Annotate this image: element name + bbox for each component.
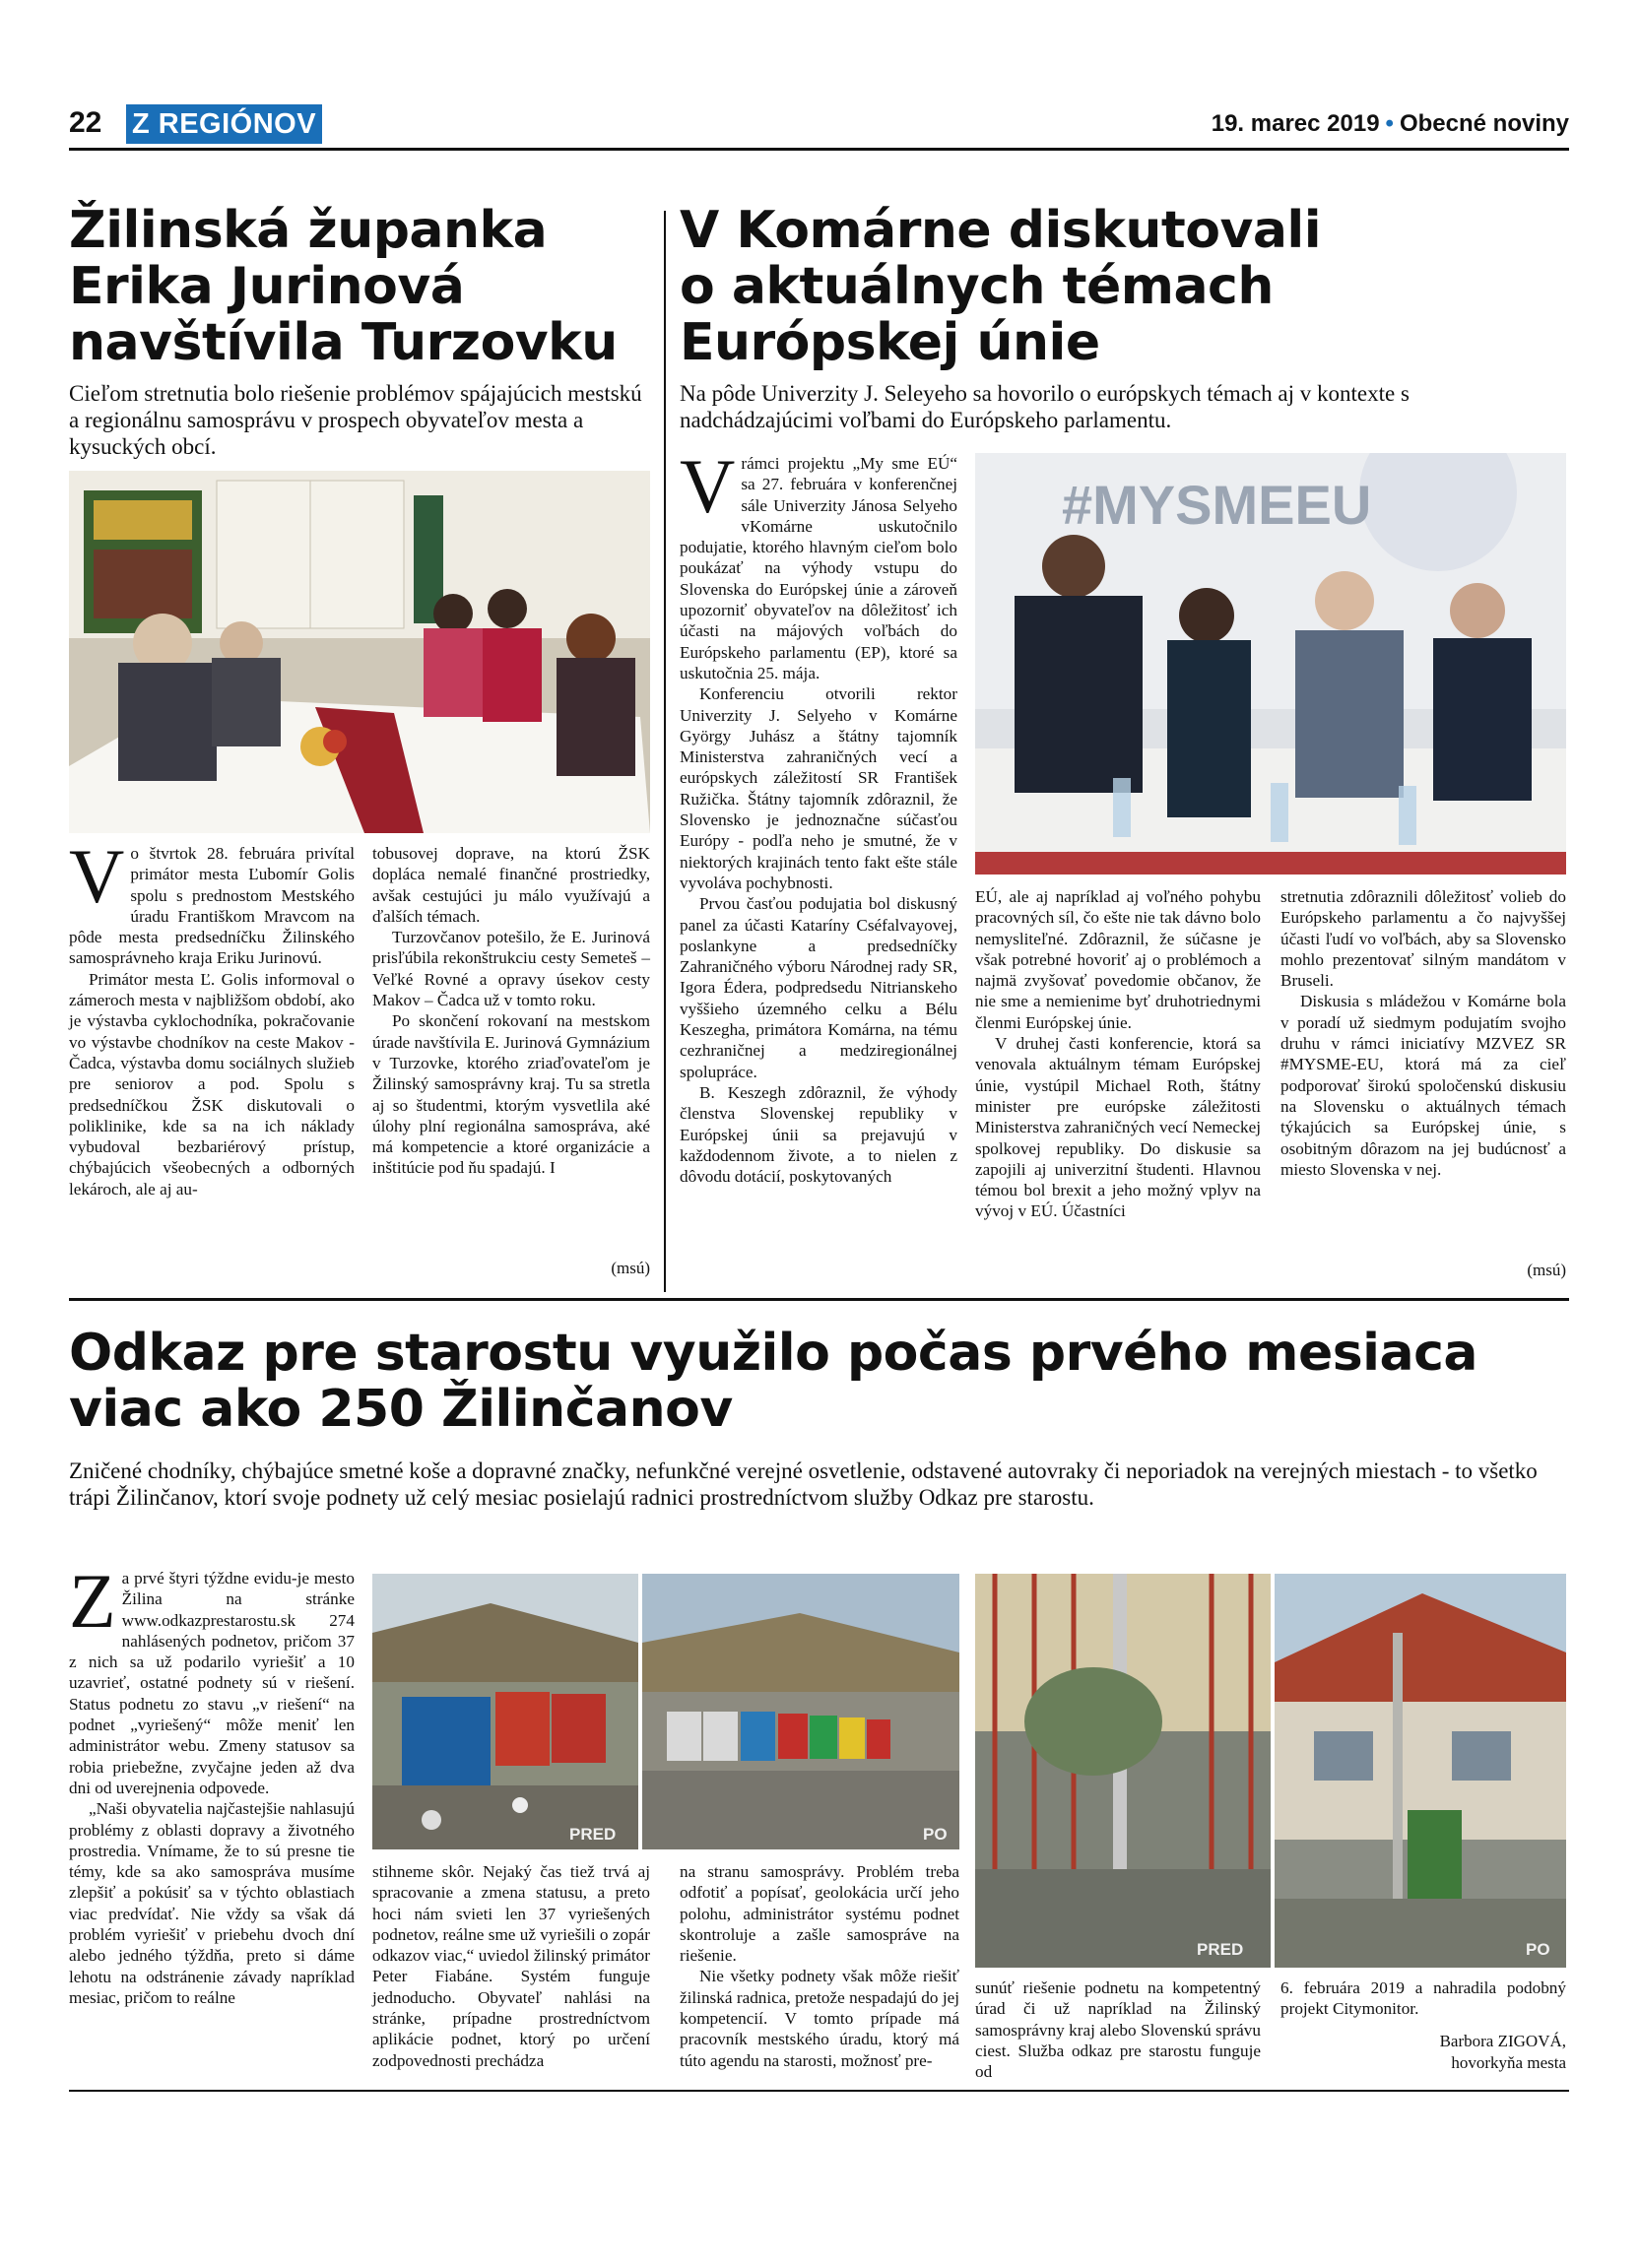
drop-cap: V bbox=[680, 443, 736, 529]
header-right bbox=[1212, 110, 1569, 138]
issue-date: 19. marec 2019 bbox=[1211, 110, 1380, 137]
photo-po-containers bbox=[642, 1574, 959, 1849]
article1-lead: Cieľom stretnutia bolo riešenie problémov spájajúcich mestskú a regionálnu samosprávu v prospech obyvateľov mesta a kysuckých obcí. bbox=[69, 381, 642, 459]
header-rule bbox=[69, 148, 1569, 151]
footer-rule bbox=[69, 2090, 1569, 2092]
banner-text: #MYSMEEU bbox=[1062, 474, 1372, 536]
article3-author bbox=[1280, 2031, 1566, 2074]
article2-title bbox=[680, 203, 1566, 371]
publication-name: Obecné noviny bbox=[1399, 110, 1569, 137]
author-role: hovorkyňa mesta bbox=[1451, 2053, 1566, 2072]
panel-photo bbox=[975, 453, 1566, 875]
article3-lead: Zničené chodníky, chýbajúce smetné koše a dopravné značky, nefunkčné verejné osvetlenie, odstavené autovraky či neporiadok na verejných miestach - to všetko trápi Žilinčanov, ktorí svoje podnety už celý mesiac posielajú radnici prostredníctvom služby Odkaz pre starostu. bbox=[69, 1458, 1538, 1510]
article1-signature: (msú) bbox=[611, 1259, 650, 1277]
article2-headline: V Komárne diskutovali o aktuálnych témach Európskej únie bbox=[680, 201, 1322, 372]
article1-col2: tobusovej doprave, na ktorú ŽSK dopláca nemalé finančné prostriedky, avšak cestujúci ju málo využívajú a ďalších témach. Turzovčanov potešilo, že E. Jurinová prisľúbila rekonštrukciu cesty Semeteš – Veľké Rovné a opravy úsekov cesty Makov – Čadca už v tomto roku. Po skončení rokovaní na mestskom úrade navštívila E. Jurinová Gymnázium v Turzovke, ktorého zriaďovateľom je Žilinský samosprávny kraj. Tu sa stretla aj so študentmi, ktorým vysvetlila aké úlohy plní regionálna samospráva, aké má kompetencie a ktoré organizácie a inštitúcie pod ňu spadajú. I bbox=[372, 844, 650, 1178]
photo-po-bin bbox=[1275, 1574, 1566, 1968]
article3-col2: stihneme skôr. Nejaký čas tiež trvá aj spracovanie a zmena statusu, a preto hoci nám svieti len 37 vyriešených podnetov, reálne sme už vyriešili o zopár odkazov viac,“ uviedol žilinský primátor Peter Fiabáne. Systém funguje jednoducho. Obyvateľ nahlási na stránke, prípadne prostredníctvom aplikácie podnet, ktorý po určení zodpovednosti prechádza bbox=[372, 1862, 650, 2070]
meeting-photo bbox=[69, 471, 650, 833]
article1-photo bbox=[69, 471, 650, 833]
article3-col1: Za prvé štyri týždne evidu-je mesto Žilina na stránke www.odkazprestarostu.sk 274 nahlásených podnetov, pričom 37 z nich sa už podarilo vyriešiť a 10 uzavrieť, ostatné podnety sú v riešení. Status podnetu zo stavu „v riešení“ na podnet „vyriešený“ môže meniť len administrátor webu. Zmeny statusov sa robia priebežne, zvyčajne jeden až dva dni od uverejnenia odpovede. „Naši obyvatelia najčastejšie nahlasujú problémy z oblasti dopravy a životného prostredia. Vnímame, že to sú presne tie témy, kde sa ako samospráva musíme zlepšiť a pokúsiť sa v týchto oblastiach viac predvídať. Nie vždy sa však dá problém vyriešiť v priebehu dvoch dní alebo jedného týždňa, preto si dáme lehotu na odstránenie závady napríklad mesiac, pričom to reálne bbox=[69, 1558, 355, 2007]
article-separator bbox=[69, 1298, 1569, 1301]
photo-label-po: PO bbox=[1526, 1940, 1550, 1959]
article3-col5: 6. februára 2019 a nahradila podobný projekt Citymonitor. bbox=[1280, 1978, 1566, 2019]
drop-cap: Z bbox=[69, 1558, 116, 1644]
article2-photo bbox=[975, 453, 1566, 875]
article2-lead: Na pôde Univerzity J. Seleyeho sa hovorilo o európskych témach aj v kontexte s nadchádzajúcimi voľbami do Európskeho parlamentu. bbox=[680, 381, 1410, 432]
article2-col2: EÚ, ale aj napríklad aj voľného pohybu pracovných síl, čo ešte nie tak dávno bolo nemysliteľné. Zdôraznil, že súčasne je však potrebné hovoriť aj o problémoch a najmä zvyšovať povedomie občanov, že nie sme a nemienime byť druhotriednymi členmi Európskej únie. V druhej časti konferencie, ktorá sa venovala aktuálnym témam Európskej únie, vystúpil Michael Roth, štátny minister pre európske záležitosti Ministerstva zahraničných vecí Nemeckej spolkovej republiky. Do diskusie sa zapojili aj univerzitní študenti. Hlavnou témou bol brexit a jeho možný vplyv na vývoj v EÚ. Účastníci bbox=[975, 887, 1261, 1221]
article3-col3: na stranu samosprávy. Problém treba odfotiť a popísať, geolokácia určí jeho polohu, administrátor systému podnet skontroluje a zašle samospráve na riešenie. Nie všetky podnety však môže riešiť žilinská radnica, pretože nespadajú do jej kompetencií. V tomto prípade má pracovník mestského úradu, ktorý má túto agendu na starosti, možnosť pre- bbox=[680, 1862, 959, 2070]
article3-col4: sunúť riešenie podnetu na kompetentný úrad či už napríklad na Žilinský samosprávny kraj alebo Slovenskú správu ciest. Služba odkaz pre starostu funguje od bbox=[975, 1978, 1261, 2082]
article2-signature: (msú) bbox=[1527, 1261, 1566, 1279]
photo-label-po: PO bbox=[923, 1825, 948, 1844]
column-rule bbox=[664, 211, 666, 1292]
photo-pred-containers bbox=[372, 1574, 638, 1849]
article1-title bbox=[69, 203, 660, 371]
article2-col1: Vrámci projektu „My sme EÚ“ sa 27. februára v konferenčnej sále Univerzity Jánosa Selyeho vKomárne uskutočnilo podujatie, ktorého hlavným cieľom bolo poukázať na výhody vstupu do Slovenska do Európskej únie a zároveň upozorniť obyvateľov na dôležitosť ich účasti na májových voľbách do Európskeho parlamentu (EP), ktoré sa uskutočnia 25. mája. Konferenciu otvorili rektor Univerzity J. Selyeho v Komárne György Juhász a štátny tajomník Ministerstva zahraničných vecí a európskych záležitostí SR František Ružička. Štátny tajomník zdôraznil, že Slovensko je jednoznačne súčasťou Európy - podľa neho je smutné, že v niektorých krajinách tento fakt ešte stále vyvoláva pochybnosti. Prvou časťou podujatia bol diskusný panel za účasti Kataríny Cséfalvayovej, poslankyne a predsedníčky Zahraničného výboru Národnej rady SR, Igora Édera, podpredsedu Nitrianskeho vyššieho územného celku a Bélu Keszegha, primátora Komárna, na tému cezhraničnej a medziregionálnej spolupráce. B. Keszegh zdôraznil, že výhody členstva Slovenskej republiky v Európskej únii sa prejavujú v každodennom živote, a to nielen z dôvodu dotácií, poskytovaných bbox=[680, 443, 957, 1187]
bullet-separator: • bbox=[1385, 110, 1394, 137]
article3-title bbox=[69, 1326, 1566, 1438]
article1-col1: Vo štvrtok 28. februára privítal primátor mesta Ľubomír Golis spolu s prednostom Mestského úradu Františkom Mravcom na pôde mesta predsedníčku Žilinského samosprávneho kraja Eriku Jurinovú. Primátor mesta Ľ. Golis informoval o zámeroch mesta v najbližšom období, ako je výstavba cyklochodníka, pokračovanie vo výstavbe chodníkov na ceste Makov - Čadca, výstavba domu sociálnych služieb pre seniorov a pod. Spolu s predsedníčkou ŽSK diskutovali o poliklinike, kde sa na ich náklady vybudoval bezbariérový prístup, chýbajúcich všeobecných a odborných lekároch, ale aj au- bbox=[69, 833, 355, 1199]
page-number: 22 bbox=[69, 106, 102, 139]
article3-headline: Odkaz pre starostu využilo počas prvého mesiaca viac ako 250 Žilinčanov bbox=[69, 1324, 1477, 1439]
author-name: Barbora ZIGOVÁ, bbox=[1439, 2032, 1566, 2050]
section-label: Z REGIÓNOV bbox=[126, 104, 322, 144]
drop-cap: V bbox=[69, 833, 125, 919]
photo-pred-bin bbox=[975, 1574, 1271, 1968]
photo-label-pred: PRED bbox=[1197, 1940, 1244, 1959]
photo-label-pred: PRED bbox=[569, 1825, 617, 1844]
article1-headline: Žilinská županka Erika Jurinová navštívila Turzovku bbox=[69, 201, 618, 372]
article2-col3: stretnutia zdôraznili dôležitosť volieb do Európskeho parlamentu a čo najvyššej účasti ľudí vo voľbách, aby sa Slovensko mohlo prezentovať silným mandátom v Bruseli. Diskusia s mládežou v Komárne bola v poradí už siedmym podujatím svojho druhu v rámci iniciatívy MZVEZ SR #MYSME-EU, ktorá má za cieľ podporovať širokú spoločenskú diskusiu na Slovensku o aktuálnych témach týkajúcich sa Európskej únie, s osobitným dôrazom na jej budúcnosť a miesto Slovenska v nej. bbox=[1280, 887, 1566, 1179]
